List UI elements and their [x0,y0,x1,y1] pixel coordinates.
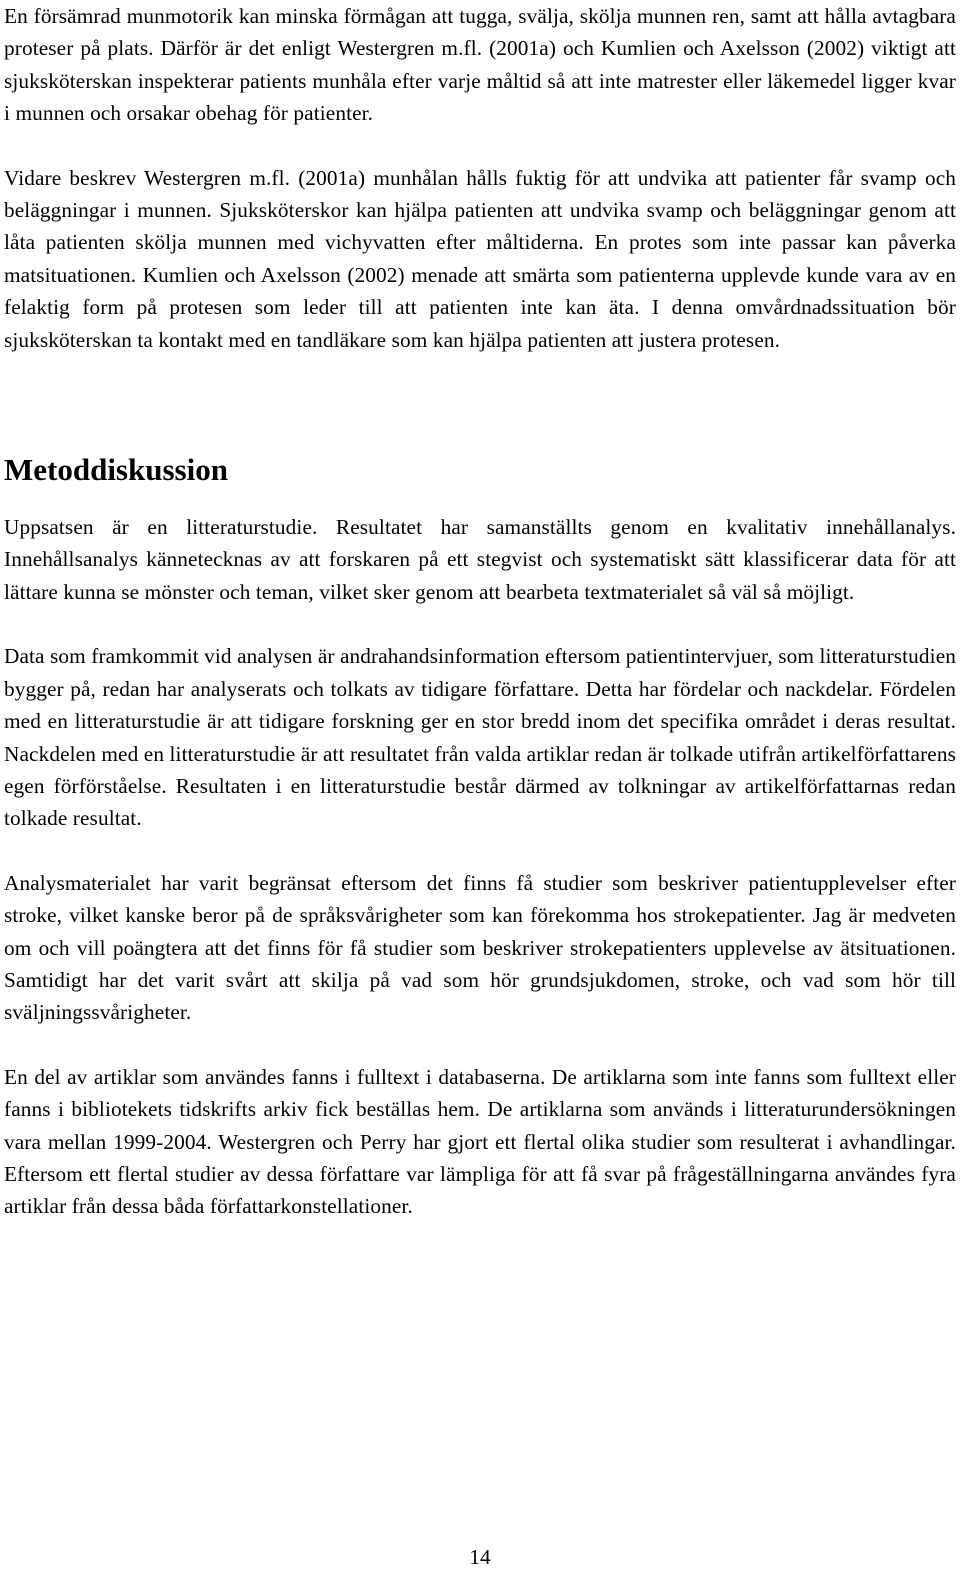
body-paragraph: En försämrad munmotorik kan minska förmågan att tugga, svälja, skölja munnen ren, samt att hålla avtagbara proteser på plats. Därför är det enligt Westergren m.fl. (2001a) och Kumlien och Axelsson (2002) viktigt att sjuksköterskan inspekterar patients munhåla efter varje måltid så att inte matrester eller läkemedel ligger kvar i munnen och orsakar obehag för patienter. [4,4,956,126]
document-page [4,0,956,1223]
body-paragraph: Uppsatsen är en litteraturstudie. Resultatet har samanställts genom en kvalitativ innehållanalys. Innehållsanalys kännetecknas av att forskaren på ett stegvist och systematiskt sätt klassificerar data för att lättare kunna se mönster och teman, vilket sker genom att bearbeta textmaterialet så väl så möjligt. [4,515,956,604]
section-heading: Metoddiskussion [4,452,228,488]
page-number: 14 [469,1545,491,1569]
body-paragraph: En del av artiklar som användes fanns i fulltext i databaserna. De artiklarna som inte fanns som fulltext eller fanns i bibliotekets tidskrifts arkiv fick beställas hem. De artiklarna som används i litteraturundersökningen vara mellan 1999-2004. Westergren och Perry har gjort ett flertal olika studier som resulterat i avhandlingar. Eftersom ett flertal studier av dessa författare var lämpliga för att få svar på frågeställningarna användes fyra artiklar från dessa båda författarkonstellationer. [4,1064,956,1219]
body-paragraph: Data som framkommit vid analysen är andrahandsinformation eftersom patientintervjuer, som litteraturstudien bygger på, redan har analyserats och tolkats av tidigare författare. Detta har fördelar och nackdelar. Fördelen med en litteraturstudie är att tidigare forskning ger en stor bredd inom det specifika området i deras resultat. Nackdelen med en litteraturstudie är att resultatet från valda artiklar redan är tolkade utifrån artikelförfattarens egen förförståelse. Resultaten i en litteraturstudie består därmed av tolkningar av artikelförfattarnas redan tolkade resultat. [4,644,956,831]
body-paragraph: Vidare beskrev Westergren m.fl. (2001a) munhålan hålls fuktig för att undvika att patienter får svamp och beläggningar i munnen. Sjuksköterskor kan hjälpa patienten att undvika svamp och beläggningar genom att låta patienten skölja munnen med vichyvatten efter måltiderna. En protes som inte passar kan påverka matsituationen. Kumlien och Axelsson (2002) menade att smärta som patienterna upplevde kunde vara av en felaktig form på protesen som leder till att patienten inte kan äta. I denna omvårdnadssituation bör sjuksköterskan ta kontakt med en tandläkare som kan hjälpa patienten att justera protesen. [4,165,956,352]
body-paragraph: Analysmaterialet har varit begränsat eftersom det finns få studier som beskriver patientupplevelser efter stroke, vilket kanske beror på de språksvårigheter som kan förekomma hos strokepatienter. Jag är medveten om och vill poängtera att det finns för få studier som beskriver strokepatienters upplevelse av ätsituationen. Samtidigt har det varit svårt att skilja på vad som hör grundsjukdomen, stroke, och vad som hör till sväljningssvårigheter. [4,870,956,1025]
